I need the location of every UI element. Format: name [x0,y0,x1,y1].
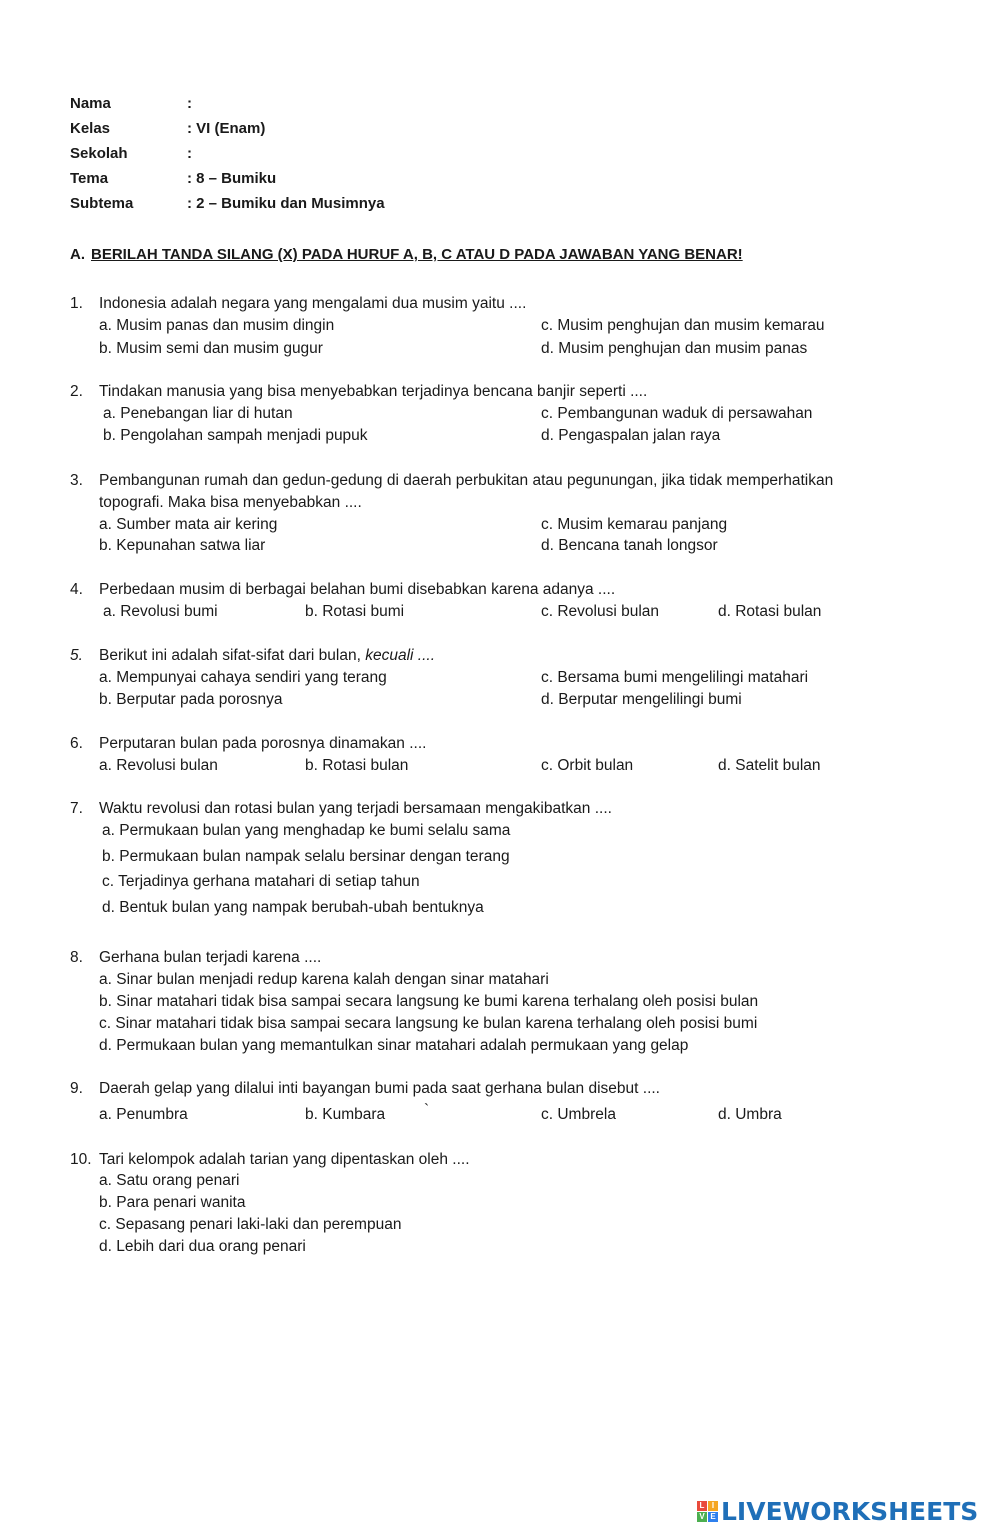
header-value: : 8 – Bumiku [187,170,277,187]
question-number: 6. [70,735,83,752]
question-text: Pembangunan rumah dan gedun-gedung di daerah perbukitan atau pegunungan, jika tidak memperhatikan [99,472,834,489]
header-label: Tema [70,170,109,187]
option-c[interactable]: c. Bersama bumi mengelilingi matahari [541,669,809,686]
option-b[interactable]: b. Rotasi bumi [305,603,405,620]
question-text-kecuali: kecuali .... [365,647,436,664]
option-d[interactable]: d. Pengaspalan jalan raya [541,427,721,444]
option-b[interactable]: b. Kepunahan satwa liar [99,537,266,554]
question-number: 10. [70,1151,92,1168]
option-c[interactable]: c. Musim penghujan dan musim kemarau [541,317,825,334]
option-c[interactable]: c. Sinar matahari tidak bisa sampai secara langsung ke bulan karena terhalang oleh posisi bumi [99,1015,758,1032]
question-text: Perputaran bulan pada porosnya dinamakan .... [99,735,427,752]
option-a[interactable]: a. Revolusi bulan [99,757,218,774]
liveworksheets-mark-icon [697,1501,718,1522]
option-d[interactable]: d. Satelit bulan [718,757,821,774]
option-b[interactable]: b. Rotasi bulan [305,757,409,774]
header-value: : [187,95,192,112]
option-d[interactable]: d. Rotasi bulan [718,603,822,620]
header-value: : VI (Enam) [187,120,266,137]
question-text-continued: topografi. Maka bisa menyebabkan .... [99,494,362,511]
liveworksheets-logo [697,1496,978,1526]
option-c[interactable]: c. Umbrela [541,1106,616,1123]
option-b[interactable]: b. Pengolahan sampah menjadi pupuk [103,427,368,444]
option-d[interactable]: d. Bencana tanah longsor [541,537,718,554]
question-text: Daerah gelap yang dilalui inti bayangan bumi pada saat gerhana bulan disebut .... [99,1080,660,1097]
header-label: Nama [70,95,111,112]
question-text-main: Berikut ini adalah sifat-sifat dari bulan, [99,647,361,664]
question-text: Gerhana bulan terjadi karena .... [99,949,322,966]
option-a[interactable]: a. Sinar bulan menjadi redup karena kalah dengan sinar matahari [99,971,549,988]
option-d[interactable]: d. Bentuk bulan yang nampak berubah-ubah bentuknya [102,899,484,916]
header-value: : [187,145,192,162]
logo-mark-letter: I [708,1501,718,1511]
question-number: 3. [70,472,83,489]
section-title [70,246,743,263]
question-number: 8. [70,949,83,966]
question-number: 9. [70,1080,83,1097]
question-text: Perbedaan musim di berbagai belahan bumi disebabkan karena adanya .... [99,581,616,598]
header-label: Sekolah [70,145,128,162]
option-c[interactable]: c. Terjadinya gerhana matahari di setiap tahun [102,873,420,890]
option-a[interactable]: a. Mempunyai cahaya sendiri yang terang [99,669,387,686]
logo-mark-letter: E [708,1512,718,1522]
logo-mark-letter: V [697,1512,707,1522]
option-c[interactable]: c. Sepasang penari laki-laki dan perempuan [99,1216,402,1233]
option-a[interactable]: a. Satu orang penari [99,1172,240,1189]
option-a[interactable]: a. Permukaan bulan yang menghadap ke bumi selalu sama [102,822,511,839]
option-b[interactable]: b. Kumbara [305,1106,386,1123]
option-c[interactable]: c. Pembangunan waduk di persawahan [541,405,813,422]
option-b[interactable]: b. Berputar pada porosnya [99,691,283,708]
section-instruction: BERILAH TANDA SILANG (X) PADA HURUF A, B, C ATAU D PADA JAWABAN YANG BENAR! [91,246,743,263]
question-number: 7. [70,800,83,817]
option-a[interactable]: a. Sumber mata air kering [99,516,278,533]
option-b[interactable]: b. Sinar matahari tidak bisa sampai secara langsung ke bumi karena terhalang oleh posisi bulan [99,993,759,1010]
option-d[interactable]: d. Lebih dari dua orang penari [99,1238,306,1255]
question-number: 2. [70,383,83,400]
option-a[interactable]: a. Musim panas dan musim dingin [99,317,335,334]
option-c[interactable]: c. Revolusi bulan [541,603,660,620]
logo-text: LIVEWORKSHEETS [721,1496,979,1526]
option-d[interactable]: d. Musim penghujan dan musim panas [541,340,808,357]
option-b[interactable]: b. Para penari wanita [99,1194,246,1211]
question-text: Tari kelompok adalah tarian yang dipentaskan oleh .... [99,1151,470,1168]
option-b[interactable]: b. Permukaan bulan nampak selalu bersinar dengan terang [102,848,510,865]
question-text: Waktu revolusi dan rotasi bulan yang terjadi bersamaan mengakibatkan .... [99,800,612,817]
option-d[interactable]: d. Berputar mengelilingi bumi [541,691,742,708]
option-b[interactable]: b. Musim semi dan musim gugur [99,340,323,357]
option-c[interactable]: c. Musim kemarau panjang [541,516,728,533]
header-value: : 2 – Bumiku dan Musimnya [187,195,385,212]
option-a[interactable]: a. Revolusi bumi [103,603,218,620]
stray-mark: ` [424,1102,430,1119]
section-letter: A. [70,246,85,263]
question-number: 5. [70,647,83,664]
question-number: 1. [70,295,83,312]
option-a[interactable]: a. Penumbra [99,1106,188,1123]
logo-mark-letter: L [697,1501,707,1511]
question-text [99,646,435,666]
question-text: Tindakan manusia yang bisa menyebabkan terjadinya bencana banjir seperti .... [99,383,648,400]
option-a[interactable]: a. Penebangan liar di hutan [103,405,293,422]
option-c[interactable]: c. Orbit bulan [541,757,634,774]
option-d[interactable]: d. Permukaan bulan yang memantulkan sinar matahari adalah permukaan yang gelap [99,1037,689,1054]
header-label: Subtema [70,195,134,212]
option-d[interactable]: d. Umbra [718,1106,782,1123]
question-number: 4. [70,581,83,598]
header-label: Kelas [70,120,111,137]
question-text: Indonesia adalah negara yang mengalami dua musim yaitu .... [99,295,527,312]
